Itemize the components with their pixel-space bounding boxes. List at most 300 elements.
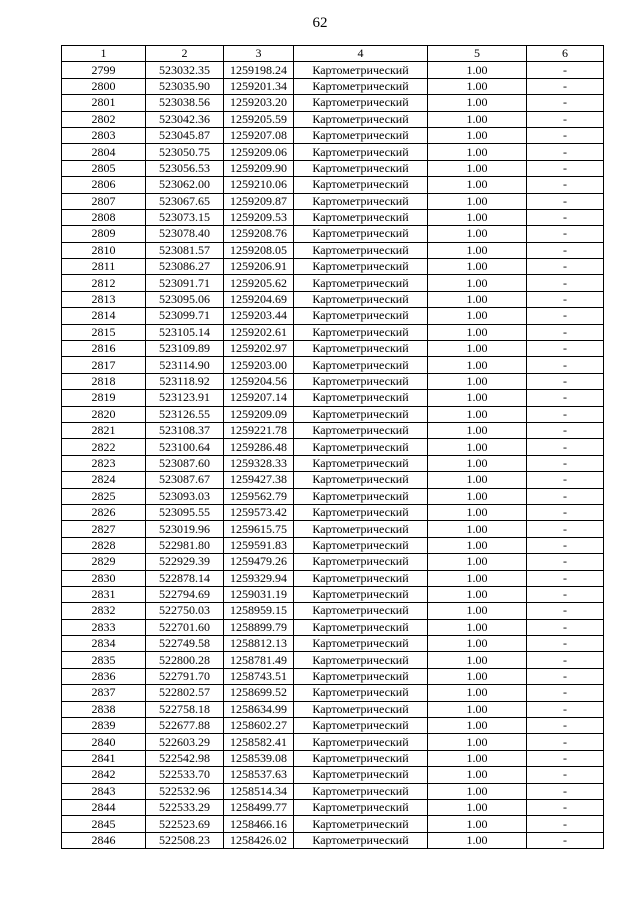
accuracy-cell: 1.00 xyxy=(428,734,527,750)
method-cell: Картометрический xyxy=(294,78,428,94)
description-cell: - xyxy=(527,242,604,258)
accuracy-cell: 1.00 xyxy=(428,78,527,94)
coordinates-table xyxy=(61,45,604,849)
x-coordinate-cell: 523109.89 xyxy=(146,341,224,357)
point-number-cell: 2840 xyxy=(62,734,146,750)
description-cell: - xyxy=(527,472,604,488)
method-cell: Картометрический xyxy=(294,783,428,799)
table-row xyxy=(62,341,604,357)
method-cell: Картометрический xyxy=(294,685,428,701)
method-cell: Картометрический xyxy=(294,308,428,324)
description-cell: - xyxy=(527,275,604,291)
table-row xyxy=(62,226,604,242)
table-row xyxy=(62,111,604,127)
method-cell: Картометрический xyxy=(294,554,428,570)
table-row xyxy=(62,636,604,652)
method-cell: Картометрический xyxy=(294,586,428,602)
point-number-cell: 2805 xyxy=(62,160,146,176)
y-coordinate-cell: 1258899.79 xyxy=(224,619,294,635)
point-number-cell: 2830 xyxy=(62,570,146,586)
point-number-cell: 2809 xyxy=(62,226,146,242)
description-cell: - xyxy=(527,701,604,717)
method-cell: Картометрический xyxy=(294,144,428,160)
y-coordinate-cell: 1259198.24 xyxy=(224,62,294,78)
description-cell: - xyxy=(527,341,604,357)
table-row xyxy=(62,750,604,766)
description-cell: - xyxy=(527,177,604,193)
description-cell: - xyxy=(527,554,604,570)
x-coordinate-cell: 523081.57 xyxy=(146,242,224,258)
accuracy-cell: 1.00 xyxy=(428,783,527,799)
description-cell: - xyxy=(527,570,604,586)
accuracy-cell: 1.00 xyxy=(428,62,527,78)
description-cell: - xyxy=(527,406,604,422)
table-row xyxy=(62,504,604,520)
accuracy-cell: 1.00 xyxy=(428,701,527,717)
table-row xyxy=(62,324,604,340)
accuracy-cell: 1.00 xyxy=(428,160,527,176)
accuracy-cell: 1.00 xyxy=(428,799,527,815)
method-cell: Картометрический xyxy=(294,652,428,668)
y-coordinate-cell: 1259427.38 xyxy=(224,472,294,488)
point-number-cell: 2842 xyxy=(62,767,146,783)
x-coordinate-cell: 522533.29 xyxy=(146,799,224,815)
point-number-cell: 2832 xyxy=(62,603,146,619)
description-cell: - xyxy=(527,537,604,553)
accuracy-cell: 1.00 xyxy=(428,554,527,570)
x-coordinate-cell: 523099.71 xyxy=(146,308,224,324)
y-coordinate-cell: 1259286.48 xyxy=(224,439,294,455)
accuracy-cell: 1.00 xyxy=(428,111,527,127)
method-cell: Картометрический xyxy=(294,537,428,553)
description-cell: - xyxy=(527,619,604,635)
column-header: 5 xyxy=(428,46,527,62)
method-cell: Картометрический xyxy=(294,750,428,766)
point-number-cell: 2800 xyxy=(62,78,146,94)
point-number-cell: 2818 xyxy=(62,373,146,389)
y-coordinate-cell: 1259203.00 xyxy=(224,357,294,373)
accuracy-cell: 1.00 xyxy=(428,242,527,258)
x-coordinate-cell: 523042.36 xyxy=(146,111,224,127)
y-coordinate-cell: 1259210.06 xyxy=(224,177,294,193)
accuracy-cell: 1.00 xyxy=(428,570,527,586)
x-coordinate-cell: 522802.57 xyxy=(146,685,224,701)
accuracy-cell: 1.00 xyxy=(428,619,527,635)
point-number-cell: 2833 xyxy=(62,619,146,635)
method-cell: Картометрический xyxy=(294,701,428,717)
table-row xyxy=(62,701,604,717)
method-cell: Картометрический xyxy=(294,209,428,225)
table-row xyxy=(62,95,604,111)
x-coordinate-cell: 523126.55 xyxy=(146,406,224,422)
description-cell: - xyxy=(527,422,604,438)
y-coordinate-cell: 1259207.08 xyxy=(224,127,294,143)
description-cell: - xyxy=(527,652,604,668)
method-cell: Картометрический xyxy=(294,177,428,193)
accuracy-cell: 1.00 xyxy=(428,308,527,324)
accuracy-cell: 1.00 xyxy=(428,816,527,832)
y-coordinate-cell: 1258634.99 xyxy=(224,701,294,717)
method-cell: Картометрический xyxy=(294,291,428,307)
accuracy-cell: 1.00 xyxy=(428,341,527,357)
table-row xyxy=(62,308,604,324)
y-coordinate-cell: 1259205.62 xyxy=(224,275,294,291)
point-number-cell: 2821 xyxy=(62,422,146,438)
description-cell: - xyxy=(527,455,604,471)
accuracy-cell: 1.00 xyxy=(428,259,527,275)
x-coordinate-cell: 523091.71 xyxy=(146,275,224,291)
point-number-cell: 2806 xyxy=(62,177,146,193)
point-number-cell: 2813 xyxy=(62,291,146,307)
y-coordinate-cell: 1259203.20 xyxy=(224,95,294,111)
accuracy-cell: 1.00 xyxy=(428,95,527,111)
method-cell: Картометрический xyxy=(294,95,428,111)
point-number-cell: 2831 xyxy=(62,586,146,602)
accuracy-cell: 1.00 xyxy=(428,537,527,553)
y-coordinate-cell: 1258466.16 xyxy=(224,816,294,832)
method-cell: Картометрический xyxy=(294,406,428,422)
table-row xyxy=(62,783,604,799)
method-cell: Картометрический xyxy=(294,734,428,750)
method-cell: Картометрический xyxy=(294,439,428,455)
method-cell: Картометрический xyxy=(294,521,428,537)
table-row xyxy=(62,537,604,553)
table-row xyxy=(62,455,604,471)
accuracy-cell: 1.00 xyxy=(428,504,527,520)
x-coordinate-cell: 523095.06 xyxy=(146,291,224,307)
point-number-cell: 2811 xyxy=(62,259,146,275)
point-number-cell: 2819 xyxy=(62,390,146,406)
accuracy-cell: 1.00 xyxy=(428,832,527,848)
description-cell: - xyxy=(527,783,604,799)
description-cell: - xyxy=(527,373,604,389)
accuracy-cell: 1.00 xyxy=(428,127,527,143)
y-coordinate-cell: 1258959.15 xyxy=(224,603,294,619)
point-number-cell: 2803 xyxy=(62,127,146,143)
x-coordinate-cell: 522878.14 xyxy=(146,570,224,586)
point-number-cell: 2820 xyxy=(62,406,146,422)
x-coordinate-cell: 522523.69 xyxy=(146,816,224,832)
description-cell: - xyxy=(527,160,604,176)
accuracy-cell: 1.00 xyxy=(428,718,527,734)
accuracy-cell: 1.00 xyxy=(428,455,527,471)
x-coordinate-cell: 523045.87 xyxy=(146,127,224,143)
point-number-cell: 2825 xyxy=(62,488,146,504)
y-coordinate-cell: 1259328.33 xyxy=(224,455,294,471)
method-cell: Картометрический xyxy=(294,832,428,848)
y-coordinate-cell: 1258812.13 xyxy=(224,636,294,652)
description-cell: - xyxy=(527,488,604,504)
y-coordinate-cell: 1258426.02 xyxy=(224,832,294,848)
description-cell: - xyxy=(527,324,604,340)
method-cell: Картометрический xyxy=(294,636,428,652)
method-cell: Картометрический xyxy=(294,504,428,520)
description-cell: - xyxy=(527,357,604,373)
y-coordinate-cell: 1258602.27 xyxy=(224,718,294,734)
table-header xyxy=(62,46,604,62)
point-number-cell: 2846 xyxy=(62,832,146,848)
accuracy-cell: 1.00 xyxy=(428,275,527,291)
x-coordinate-cell: 522794.69 xyxy=(146,586,224,602)
x-coordinate-cell: 522542.98 xyxy=(146,750,224,766)
x-coordinate-cell: 523078.40 xyxy=(146,226,224,242)
method-cell: Картометрический xyxy=(294,488,428,504)
accuracy-cell: 1.00 xyxy=(428,767,527,783)
table-row xyxy=(62,488,604,504)
description-cell: - xyxy=(527,816,604,832)
table-row xyxy=(62,652,604,668)
y-coordinate-cell: 1259205.59 xyxy=(224,111,294,127)
table-row xyxy=(62,62,604,78)
accuracy-cell: 1.00 xyxy=(428,226,527,242)
point-number-cell: 2828 xyxy=(62,537,146,553)
point-number-cell: 2845 xyxy=(62,816,146,832)
table-row xyxy=(62,816,604,832)
table-row xyxy=(62,160,604,176)
description-cell: - xyxy=(527,308,604,324)
x-coordinate-cell: 523095.55 xyxy=(146,504,224,520)
y-coordinate-cell: 1258781.49 xyxy=(224,652,294,668)
description-cell: - xyxy=(527,439,604,455)
table-row xyxy=(62,799,604,815)
method-cell: Картометрический xyxy=(294,668,428,684)
description-cell: - xyxy=(527,636,604,652)
y-coordinate-cell: 1259031.19 xyxy=(224,586,294,602)
method-cell: Картометрический xyxy=(294,619,428,635)
description-cell: - xyxy=(527,95,604,111)
table-row xyxy=(62,668,604,684)
method-cell: Картометрический xyxy=(294,259,428,275)
description-cell: - xyxy=(527,390,604,406)
y-coordinate-cell: 1259573.42 xyxy=(224,504,294,520)
x-coordinate-cell: 523105.14 xyxy=(146,324,224,340)
y-coordinate-cell: 1258699.52 xyxy=(224,685,294,701)
description-cell: - xyxy=(527,586,604,602)
description-cell: - xyxy=(527,521,604,537)
column-header: 2 xyxy=(146,46,224,62)
y-coordinate-cell: 1259201.34 xyxy=(224,78,294,94)
y-coordinate-cell: 1259221.78 xyxy=(224,422,294,438)
table-row xyxy=(62,554,604,570)
description-cell: - xyxy=(527,209,604,225)
table-row xyxy=(62,144,604,160)
table-row xyxy=(62,718,604,734)
x-coordinate-cell: 522758.18 xyxy=(146,701,224,717)
x-coordinate-cell: 523118.92 xyxy=(146,373,224,389)
accuracy-cell: 1.00 xyxy=(428,144,527,160)
point-number-cell: 2817 xyxy=(62,357,146,373)
y-coordinate-cell: 1259209.06 xyxy=(224,144,294,160)
accuracy-cell: 1.00 xyxy=(428,177,527,193)
table-row xyxy=(62,390,604,406)
y-coordinate-cell: 1259202.61 xyxy=(224,324,294,340)
description-cell: - xyxy=(527,668,604,684)
y-coordinate-cell: 1259206.91 xyxy=(224,259,294,275)
point-number-cell: 2808 xyxy=(62,209,146,225)
description-cell: - xyxy=(527,127,604,143)
x-coordinate-cell: 523123.91 xyxy=(146,390,224,406)
table-row xyxy=(62,259,604,275)
x-coordinate-cell: 523019.96 xyxy=(146,521,224,537)
x-coordinate-cell: 523114.90 xyxy=(146,357,224,373)
y-coordinate-cell: 1259204.69 xyxy=(224,291,294,307)
method-cell: Картометрический xyxy=(294,111,428,127)
x-coordinate-cell: 523087.67 xyxy=(146,472,224,488)
table-body xyxy=(62,62,604,849)
point-number-cell: 2827 xyxy=(62,521,146,537)
table-row xyxy=(62,275,604,291)
x-coordinate-cell: 522532.96 xyxy=(146,783,224,799)
method-cell: Картометрический xyxy=(294,160,428,176)
method-cell: Картометрический xyxy=(294,472,428,488)
y-coordinate-cell: 1259207.14 xyxy=(224,390,294,406)
y-coordinate-cell: 1259208.05 xyxy=(224,242,294,258)
table-row xyxy=(62,586,604,602)
point-number-cell: 2844 xyxy=(62,799,146,815)
accuracy-cell: 1.00 xyxy=(428,390,527,406)
point-number-cell: 2799 xyxy=(62,62,146,78)
x-coordinate-cell: 523086.27 xyxy=(146,259,224,275)
point-number-cell: 2836 xyxy=(62,668,146,684)
table-row xyxy=(62,127,604,143)
y-coordinate-cell: 1259209.09 xyxy=(224,406,294,422)
point-number-cell: 2802 xyxy=(62,111,146,127)
method-cell: Картометрический xyxy=(294,373,428,389)
description-cell: - xyxy=(527,259,604,275)
point-number-cell: 2823 xyxy=(62,455,146,471)
x-coordinate-cell: 522677.88 xyxy=(146,718,224,734)
x-coordinate-cell: 523038.56 xyxy=(146,95,224,111)
point-number-cell: 2810 xyxy=(62,242,146,258)
method-cell: Картометрический xyxy=(294,127,428,143)
accuracy-cell: 1.00 xyxy=(428,685,527,701)
y-coordinate-cell: 1259202.97 xyxy=(224,341,294,357)
y-coordinate-cell: 1258743.51 xyxy=(224,668,294,684)
method-cell: Картометрический xyxy=(294,226,428,242)
x-coordinate-cell: 523062.00 xyxy=(146,177,224,193)
y-coordinate-cell: 1259562.79 xyxy=(224,488,294,504)
table-row xyxy=(62,406,604,422)
y-coordinate-cell: 1259591.83 xyxy=(224,537,294,553)
method-cell: Картометрический xyxy=(294,62,428,78)
y-coordinate-cell: 1259329.94 xyxy=(224,570,294,586)
accuracy-cell: 1.00 xyxy=(428,422,527,438)
table-row xyxy=(62,734,604,750)
description-cell: - xyxy=(527,504,604,520)
accuracy-cell: 1.00 xyxy=(428,750,527,766)
table-row xyxy=(62,78,604,94)
table-row xyxy=(62,373,604,389)
x-coordinate-cell: 522749.58 xyxy=(146,636,224,652)
method-cell: Картометрический xyxy=(294,603,428,619)
description-cell: - xyxy=(527,799,604,815)
point-number-cell: 2824 xyxy=(62,472,146,488)
x-coordinate-cell: 522791.70 xyxy=(146,668,224,684)
method-cell: Картометрический xyxy=(294,422,428,438)
accuracy-cell: 1.00 xyxy=(428,472,527,488)
table-row xyxy=(62,685,604,701)
description-cell: - xyxy=(527,718,604,734)
point-number-cell: 2834 xyxy=(62,636,146,652)
method-cell: Картометрический xyxy=(294,357,428,373)
table-row xyxy=(62,209,604,225)
page-number: 62 xyxy=(312,15,328,31)
description-cell: - xyxy=(527,734,604,750)
x-coordinate-cell: 522603.29 xyxy=(146,734,224,750)
table-row xyxy=(62,193,604,209)
description-cell: - xyxy=(527,193,604,209)
x-coordinate-cell: 523035.90 xyxy=(146,78,224,94)
accuracy-cell: 1.00 xyxy=(428,209,527,225)
x-coordinate-cell: 523067.65 xyxy=(146,193,224,209)
table-row xyxy=(62,357,604,373)
description-cell: - xyxy=(527,111,604,127)
table-row xyxy=(62,521,604,537)
y-coordinate-cell: 1258514.34 xyxy=(224,783,294,799)
accuracy-cell: 1.00 xyxy=(428,668,527,684)
accuracy-cell: 1.00 xyxy=(428,291,527,307)
x-coordinate-cell: 522929.39 xyxy=(146,554,224,570)
x-coordinate-cell: 523093.03 xyxy=(146,488,224,504)
description-cell: - xyxy=(527,144,604,160)
method-cell: Картометрический xyxy=(294,341,428,357)
accuracy-cell: 1.00 xyxy=(428,193,527,209)
method-cell: Картометрический xyxy=(294,193,428,209)
x-coordinate-cell: 522701.60 xyxy=(146,619,224,635)
y-coordinate-cell: 1259479.26 xyxy=(224,554,294,570)
method-cell: Картометрический xyxy=(294,390,428,406)
accuracy-cell: 1.00 xyxy=(428,439,527,455)
x-coordinate-cell: 522533.70 xyxy=(146,767,224,783)
y-coordinate-cell: 1259208.76 xyxy=(224,226,294,242)
accuracy-cell: 1.00 xyxy=(428,586,527,602)
point-number-cell: 2804 xyxy=(62,144,146,160)
method-cell: Картометрический xyxy=(294,718,428,734)
x-coordinate-cell: 523108.37 xyxy=(146,422,224,438)
method-cell: Картометрический xyxy=(294,816,428,832)
method-cell: Картометрический xyxy=(294,324,428,340)
y-coordinate-cell: 1258539.08 xyxy=(224,750,294,766)
description-cell: - xyxy=(527,832,604,848)
method-cell: Картометрический xyxy=(294,242,428,258)
x-coordinate-cell: 523087.60 xyxy=(146,455,224,471)
description-cell: - xyxy=(527,603,604,619)
y-coordinate-cell: 1258499.77 xyxy=(224,799,294,815)
column-header: 6 xyxy=(527,46,604,62)
table-row xyxy=(62,472,604,488)
table-row xyxy=(62,291,604,307)
method-cell: Картометрический xyxy=(294,570,428,586)
description-cell: - xyxy=(527,78,604,94)
point-number-cell: 2843 xyxy=(62,783,146,799)
point-number-cell: 2807 xyxy=(62,193,146,209)
point-number-cell: 2837 xyxy=(62,685,146,701)
accuracy-cell: 1.00 xyxy=(428,373,527,389)
table-row xyxy=(62,242,604,258)
point-number-cell: 2829 xyxy=(62,554,146,570)
point-number-cell: 2815 xyxy=(62,324,146,340)
description-cell: - xyxy=(527,750,604,766)
accuracy-cell: 1.00 xyxy=(428,603,527,619)
description-cell: - xyxy=(527,291,604,307)
table-row xyxy=(62,619,604,635)
accuracy-cell: 1.00 xyxy=(428,521,527,537)
point-number-cell: 2839 xyxy=(62,718,146,734)
method-cell: Картометрический xyxy=(294,767,428,783)
method-cell: Картометрический xyxy=(294,275,428,291)
x-coordinate-cell: 523100.64 xyxy=(146,439,224,455)
y-coordinate-cell: 1258537.63 xyxy=(224,767,294,783)
